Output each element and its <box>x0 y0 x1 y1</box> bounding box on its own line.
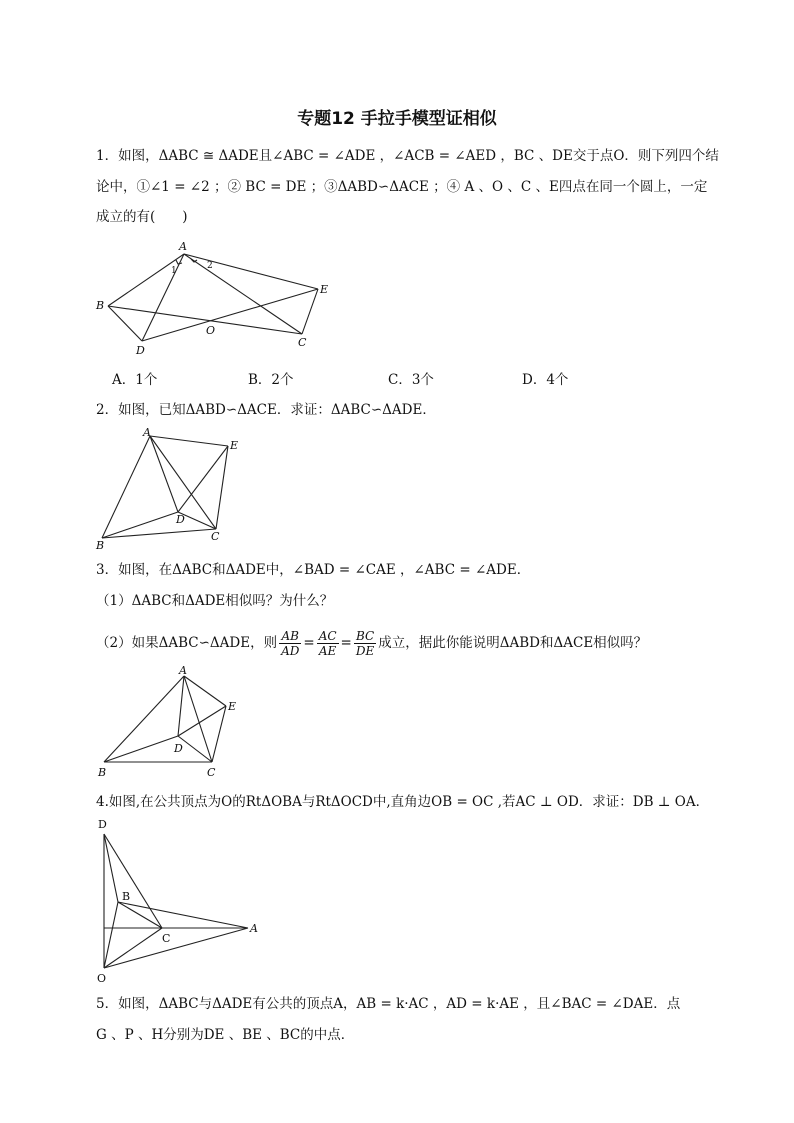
q2-segment-ad <box>150 436 178 512</box>
q4-label-o: O <box>97 972 107 985</box>
q1-option-a[interactable]: A．1个 <box>112 372 158 388</box>
q2-segment-ab <box>102 436 150 538</box>
q1-text-line3: 成立的有( ) <box>96 209 188 225</box>
q3-frac3-den: DE <box>355 644 375 658</box>
q4-label-a: A <box>250 922 258 935</box>
q3-label-d: D <box>174 742 183 755</box>
q3-frac1-num: AB <box>279 629 301 644</box>
q4-segment-oa <box>104 928 248 968</box>
q3-segment-ec <box>212 706 226 762</box>
q4-segment-ba <box>118 902 248 928</box>
q1-label-c: C <box>298 336 307 349</box>
q2-segment-ec <box>216 446 228 529</box>
q2-label-b: B <box>96 539 105 550</box>
q1-segment-ae <box>184 254 318 289</box>
q3-frac2-num: AC <box>318 629 337 643</box>
q3-frac3-num: BC <box>354 629 376 644</box>
q3-text-line2: （1）ΔABC和ΔADE相似吗？为什么？ <box>96 593 334 609</box>
q4-label-b: B <box>122 890 131 903</box>
q3-text-line3 <box>96 626 647 660</box>
q4-segment-db <box>104 834 118 902</box>
q1-figure <box>90 238 340 358</box>
q1-segment-bd <box>108 306 142 341</box>
q4-label-c: C <box>162 932 171 945</box>
q2-text-line1: 2．如图，已知ΔABD∽ΔACE．求证：ΔABC∽ΔADE． <box>96 402 436 418</box>
q3-segment-ae <box>184 676 226 706</box>
q3-label-a: A <box>179 664 187 677</box>
q1-label-d: D <box>136 344 145 357</box>
q4-segment-dc <box>104 834 162 928</box>
q3-segment-ab <box>104 676 184 762</box>
q3-segment-ac <box>184 676 212 762</box>
q4-text-line1: 4.如图,在公共顶点为O的RtΔOBA与RtΔOCD中,直角边OB = OC ,若AC ⊥ OD．求证：DB ⊥ OA． <box>96 794 710 810</box>
q1-text-line2: 论中，①∠1 = ∠2 ；② BC = DE ；③ΔABD∽ΔACE ；④ A 、O 、C 、E四点在同一个圆上，一定 <box>96 179 708 195</box>
page-title: 专题12 手拉手模型证相似 <box>297 109 497 129</box>
q2-segment-ae <box>150 436 228 446</box>
q3-segment-bd <box>104 736 178 762</box>
q1-segment-bc <box>108 306 302 334</box>
q1-label-angle2: 2 <box>207 261 213 271</box>
q1-label-o: O <box>206 324 216 337</box>
q2-segment-bc <box>102 529 216 538</box>
q3-text-line1: 3．如图，在ΔABC和ΔADE中，∠BAD = ∠CAE ，∠ABC = ∠ADE． <box>96 562 531 578</box>
q1-label-angle1: 1 <box>171 266 177 276</box>
q4-label-d: D <box>98 818 107 831</box>
q1-option-c[interactable]: C．3个 <box>388 372 434 388</box>
q3-eq1: = <box>303 635 315 651</box>
q3-fraction-bc-de <box>354 629 376 658</box>
q3-figure <box>92 662 252 782</box>
q2-label-d: D <box>176 513 185 526</box>
q1-segment-ad <box>142 254 184 341</box>
q3-frac2-den: AE <box>318 644 337 658</box>
q2-figure <box>92 426 252 550</box>
q3-eq2: = <box>340 635 352 651</box>
q3-segment-dc <box>178 736 212 762</box>
q1-label-e: E <box>320 283 329 296</box>
q2-label-c: C <box>211 530 220 543</box>
q1-option-d[interactable]: D．4个 <box>522 372 569 388</box>
q4-figure <box>92 814 272 986</box>
q1-segment-ac <box>184 254 302 334</box>
q1-option-b[interactable]: B．2个 <box>248 372 294 388</box>
q2-segment-bd <box>102 512 178 538</box>
q2-segment-de <box>178 446 228 512</box>
q3-fraction-ac-ae <box>317 629 339 658</box>
q1-segment-ab <box>108 254 184 306</box>
q2-label-e: E <box>230 439 239 452</box>
q1-text-line1: 1．如图，ΔABC ≅ ΔADE且∠ABC = ∠ADE ，∠ACB = ∠AED ，BC 、DE交于点O．则下列四个结 <box>96 148 719 164</box>
q3-label-c: C <box>207 766 216 779</box>
q4-segment-ob <box>104 902 118 968</box>
q1-segment-ec <box>302 289 318 334</box>
q3-label-e: E <box>228 700 237 713</box>
q3-frac1-den: AD <box>281 644 300 658</box>
q5-text-line2: G 、P 、H分别为DE 、BE 、BC的中点． <box>96 1027 355 1043</box>
q3-line3-prefix: （2）如果ΔABC∽ΔADE，则 <box>96 635 278 651</box>
q5-text-line1: 5．如图，ΔABC与ΔADE有公共的顶点A，AB = k·AC ，AD = k·AE ，且∠BAC = ∠DAE．点 <box>96 996 681 1012</box>
q1-label-b: B <box>96 299 105 312</box>
q1-label-a: A <box>179 240 187 253</box>
q3-label-b: B <box>98 766 107 779</box>
q3-segment-ad <box>178 676 184 736</box>
q3-fraction-ab-ad <box>279 629 301 658</box>
q4-segment-oc <box>104 928 162 968</box>
q2-label-a: A <box>143 426 151 439</box>
q3-line3-suffix: 成立，据此你能说明ΔABD和ΔACE相似吗？ <box>378 635 648 651</box>
